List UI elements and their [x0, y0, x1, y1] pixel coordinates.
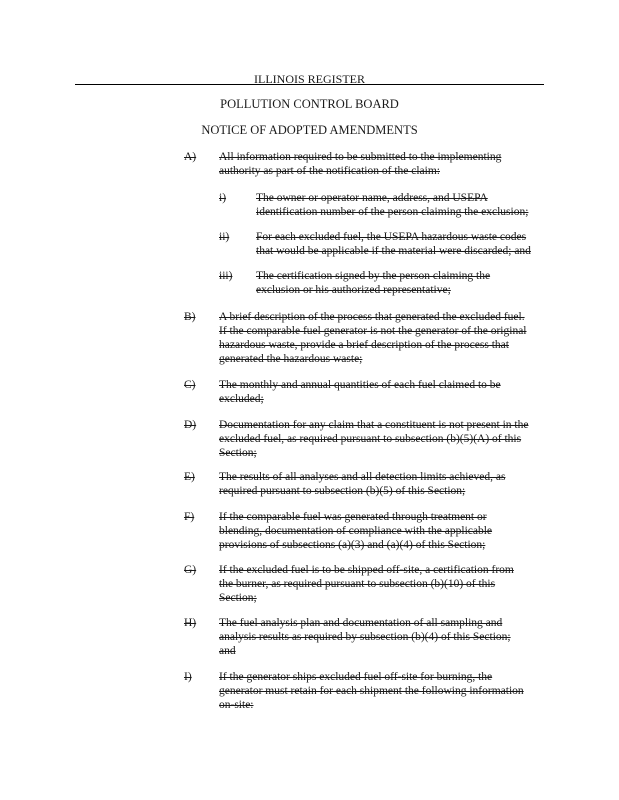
register-title: ILLINOIS REGISTER	[254, 72, 365, 86]
item-line: A brief description of the process that generated the excluded fuel.	[219, 311, 525, 323]
item-line: Section;	[219, 447, 257, 459]
item-label: I)	[184, 671, 192, 683]
item-label: G)	[184, 564, 197, 576]
item-line: excluded;	[219, 393, 264, 405]
item-line: that would be applicable if the material were discarded; and	[256, 245, 531, 257]
item-label: D)	[184, 419, 197, 431]
item-line: If the generator ships excluded fuel off-site for burning, the	[219, 671, 493, 683]
item-line: excluded fuel, as required pursuant to subsection (b)(5)(A) of this	[219, 433, 522, 445]
item-line: exclusion or his authorized representative;	[256, 284, 451, 296]
item-label: iii)	[219, 270, 233, 282]
item-line: If the excluded fuel is to be shipped off-site, a certification from	[219, 564, 514, 576]
item-line: Documentation for any claim that a constituent is not present in the	[219, 419, 529, 431]
item-line: hazardous waste, provide a brief description of the process that	[219, 339, 509, 351]
item-line: required pursuant to subsection (b)(5) of this Section;	[219, 485, 466, 497]
board-title: POLLUTION CONTROL BOARD	[220, 97, 399, 111]
item-label: E)	[184, 471, 195, 483]
item-line: on-site:	[219, 699, 254, 711]
item-line: The monthly and annual quantities of each fuel claimed to be	[219, 379, 501, 391]
item-line: identification number of the person claiming the exclusion;	[256, 206, 529, 218]
item-line: Section;	[219, 592, 257, 604]
item-line: blending, documentation of compliance with the applicable	[219, 525, 493, 537]
item-label: H)	[184, 617, 197, 629]
item-label: ii)	[219, 231, 230, 243]
item-label: B)	[184, 311, 196, 323]
item-line: the burner, as required pursuant to subsection (b)(10) of this	[219, 578, 496, 590]
item-line: The fuel analysis plan and documentation of all sampling and	[219, 617, 503, 629]
item-line: The owner or operator name, address, and USEPA	[256, 192, 488, 204]
notice-title: NOTICE OF ADOPTED AMENDMENTS	[201, 123, 418, 137]
item-line: The results of all analyses and all detection limits achieved, as	[219, 471, 506, 483]
item-label: A)	[184, 151, 197, 163]
item-line: For each excluded fuel, the USEPA hazardous waste codes	[256, 231, 527, 243]
register-header	[75, 69, 544, 85]
item-line: The certification signed by the person claiming the	[256, 270, 491, 282]
item-line: provisions of subsections (a)(3) and (a)(4) of this Section;	[219, 539, 486, 551]
item-line: generated the hazardous waste;	[219, 353, 363, 365]
item-line: authority as part of the notification of the claim:	[219, 165, 440, 177]
item-line: If the comparable fuel was generated through treatment or	[219, 511, 487, 523]
item-line: All information required to be submitted to the implementing	[219, 151, 502, 163]
item-line: analysis results as required by subsection (b)(4) of this Section;	[219, 631, 511, 643]
item-line: and	[219, 645, 236, 657]
item-line: generator must retain for each shipment the following information	[219, 685, 524, 697]
item-label: F)	[184, 511, 195, 523]
item-label: i)	[219, 192, 227, 204]
item-line: If the comparable fuel generator is not the generator of the original	[219, 325, 527, 337]
item-label: C)	[184, 379, 196, 391]
